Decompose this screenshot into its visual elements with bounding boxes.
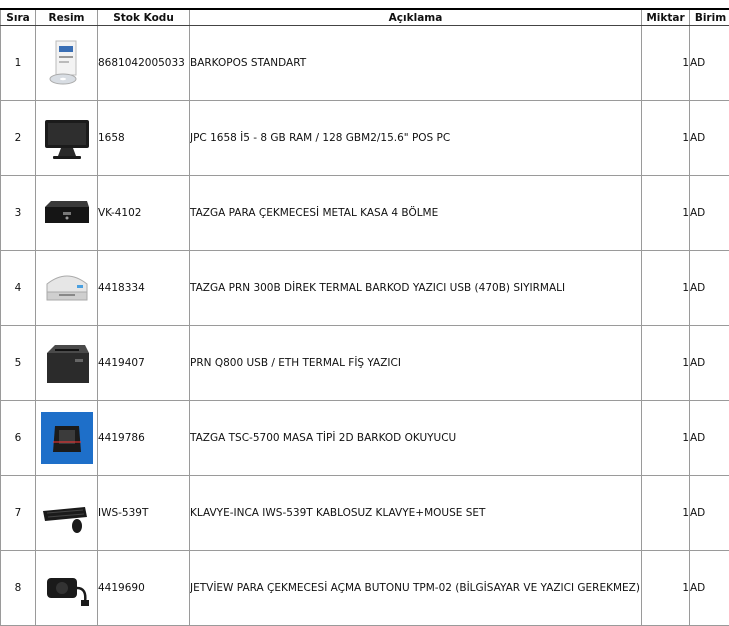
row-number: 4 [1, 251, 36, 326]
stock-code: IWS-539T [98, 476, 190, 551]
keyboard-mouse-icon [41, 487, 93, 539]
product-image-cell [36, 551, 98, 626]
product-description: JETVİEW PARA ÇEKMECESİ AÇMA BUTONU TPM-02 (BİLGİSAYAR VE YAZICI GEREKMEZ) [190, 551, 642, 626]
label-printer-icon [41, 262, 93, 314]
row-number: 3 [1, 176, 36, 251]
quantity: 1 [642, 101, 690, 176]
row-number: 8 [1, 551, 36, 626]
product-description: TAZGA TSC-5700 MASA TİPİ 2D BARKOD OKUYUCU [190, 401, 642, 476]
table-row [1, 176, 729, 251]
header-no: Sıra [1, 9, 36, 26]
header-code: Stok Kodu [98, 9, 190, 26]
unit: AD [690, 326, 729, 401]
quantity: 1 [642, 401, 690, 476]
unit: AD [690, 401, 729, 476]
receipt-printer-icon [41, 337, 93, 389]
stock-code: 8681042005033 [98, 26, 190, 101]
table-row [1, 551, 729, 626]
table-row [1, 101, 729, 176]
stock-code: 4418334 [98, 251, 190, 326]
products-table [0, 8, 729, 626]
product-image-cell [36, 176, 98, 251]
unit: AD [690, 26, 729, 101]
unit: AD [690, 476, 729, 551]
row-number: 7 [1, 476, 36, 551]
pos-pc-icon [41, 112, 93, 164]
product-description: PRN Q800 USB / ETH TERMAL FİŞ YAZICI [190, 326, 642, 401]
header-description: Açıklama [190, 9, 642, 26]
quantity: 1 [642, 551, 690, 626]
header-quantity: Miktar [642, 9, 690, 26]
unit: AD [690, 101, 729, 176]
table-header [1, 9, 729, 26]
product-description: KLAVYE-INCA IWS-539T KABLOSUZ KLAVYE+MOUSE SET [190, 476, 642, 551]
stock-code: 4419690 [98, 551, 190, 626]
product-description: TAZGA PARA ÇEKMECESİ METAL KASA 4 BÖLME [190, 176, 642, 251]
table-body [1, 26, 729, 626]
quantity: 1 [642, 326, 690, 401]
unit: AD [690, 551, 729, 626]
product-image-cell [36, 26, 98, 101]
quantity: 1 [642, 476, 690, 551]
table-row [1, 476, 729, 551]
unit: AD [690, 251, 729, 326]
row-number: 2 [1, 101, 36, 176]
product-image-cell [36, 251, 98, 326]
product-description: BARKOPOS STANDART [190, 26, 642, 101]
product-image-cell [36, 476, 98, 551]
unit: AD [690, 176, 729, 251]
stock-code: 1658 [98, 101, 190, 176]
table-row [1, 26, 729, 101]
barcode-scanner-icon [41, 412, 93, 464]
product-image-cell [36, 401, 98, 476]
software-box-icon [41, 37, 93, 89]
product-image-cell [36, 326, 98, 401]
product-description: JPC 1658 İ5 - 8 GB RAM / 128 GBM2/15.6" POS PC [190, 101, 642, 176]
stock-code: VK-4102 [98, 176, 190, 251]
stock-code: 4419786 [98, 401, 190, 476]
stock-code: 4419407 [98, 326, 190, 401]
quantity: 1 [642, 176, 690, 251]
product-description: TAZGA PRN 300B DİREK TERMAL BARKOD YAZICI USB (470B) SIYIRMALI [190, 251, 642, 326]
row-number: 5 [1, 326, 36, 401]
quantity: 1 [642, 26, 690, 101]
quantity: 1 [642, 251, 690, 326]
header-image: Resim [36, 9, 98, 26]
product-image-cell [36, 101, 98, 176]
header-unit: Birim [690, 9, 729, 26]
drawer-button-icon [41, 562, 93, 614]
row-number: 6 [1, 401, 36, 476]
table-row [1, 401, 729, 476]
row-number: 1 [1, 26, 36, 101]
cash-drawer-icon [41, 187, 93, 239]
table-row [1, 251, 729, 326]
table-row [1, 326, 729, 401]
